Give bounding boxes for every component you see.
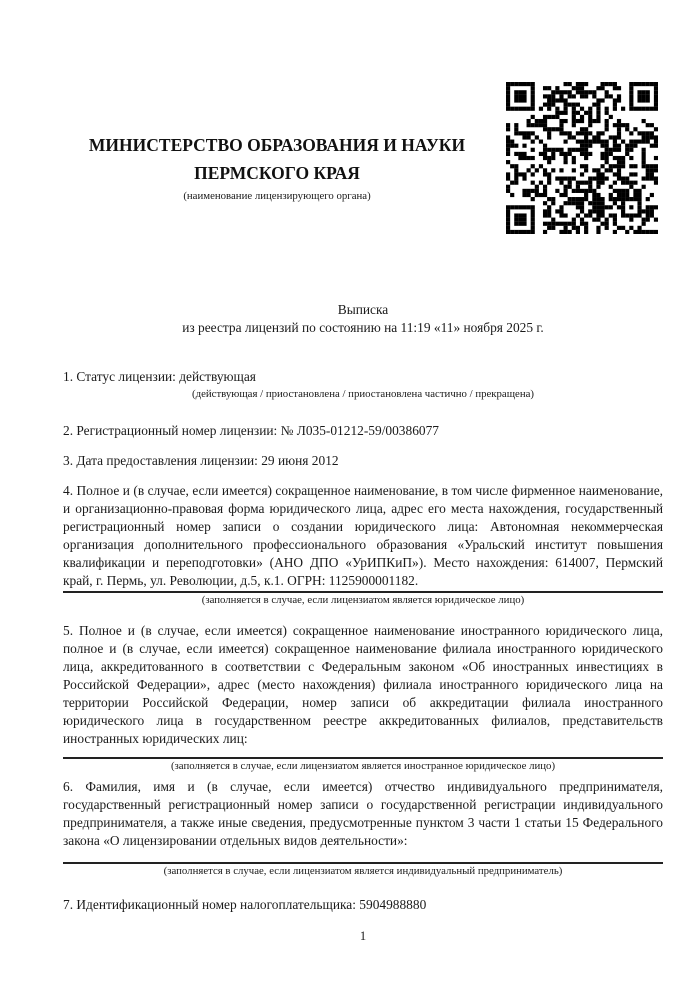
legal-entity-caption: (заполняется в случае, если лицензиатом является юридическое лицо) bbox=[201, 594, 525, 606]
page-number: 1 bbox=[359, 929, 367, 943]
entrepreneur-text: 6. Фамилия, имя и (в случае, если имеется) отчество индивидуального предпринимателя, государственный регистрационный номер записи о государственной регистрации индивидуального предпринимателя, а также иные сведения, предусмотренные пунктом 3 части 1 статьи 15 Федерального закона «О лицензировании отдельных видов деятельности»: bbox=[63, 779, 663, 848]
item-license-status bbox=[63, 368, 663, 401]
subtitle-line: из реестра лицензий по состоянию на 11:19 «11» ноября 2025 г. bbox=[182, 319, 544, 335]
legal-entity-value: Автономная некоммерческая организация дополнительного профессионального образования «Уральский институт повышения квалификации и переподготовки» (АНО ДПО «УрИПКиП»). Место нахождения: 614007, Пермский край, г. Пермь, ул. Революции, д.5, к.1. ОГРН: 1125900001182. bbox=[63, 519, 663, 588]
fill-line-rule bbox=[63, 757, 663, 759]
foreign-entity-caption: (заполняется в случае, если лицензиатом является иностранное юридическое лицо) bbox=[170, 760, 556, 772]
foreign-entity-text: 5. Полное и (в случае, если имеется) сокращенное наименование иностранного юридического лица, полное и (в случае, если имеется) сокращенное наименование филиала иностранного юридического лица, аккредитованного в соответствии с Федеральным законом «Об иностранных инвестициях в Российской Федерации», адрес (место нахождения) филиала иностранного юридического лица на территории Российской Федерации, номер записи об аккредитации филиала иностранного юридического лица в государственном реестре аккредитованных филиалов, представительств иностранных юридических лиц: bbox=[63, 623, 663, 746]
taxpayer-number-text: 7. Идентификационный номер налогоплательщика: 5904988880 bbox=[63, 897, 427, 912]
fill-line-rule bbox=[63, 591, 663, 593]
ministry-name-line1: МИНИСТЕРСТВО ОБРАЗОВАНИЯ И НАУКИ bbox=[88, 135, 466, 155]
item-license-date bbox=[63, 452, 663, 470]
qr-code-icon bbox=[506, 82, 658, 234]
item-taxpayer-number bbox=[63, 896, 663, 914]
document-title bbox=[63, 301, 663, 336]
licensing-authority-header bbox=[63, 131, 491, 203]
fill-line-rule bbox=[63, 862, 663, 864]
entrepreneur-caption: (заполняется в случае, если лицензиатом является индивидуальный предприниматель) bbox=[163, 865, 563, 877]
item-foreign-entity bbox=[63, 622, 663, 773]
item-individual-entrepreneur bbox=[63, 778, 663, 878]
registration-number-text: 2. Регистрационный номер лицензии: № Л035-01212-59/00386077 bbox=[63, 423, 439, 438]
legal-entity-text bbox=[63, 482, 663, 590]
license-status-text: 1. Статус лицензии: действующая bbox=[63, 369, 256, 384]
legal-entity-question: 4. Полное и (в случае, если имеется) сокращенное наименование, в том числе фирменное наименование, и организационно-правовая форма юридического лица, адрес его места нахождения, государственный регистрационный номер записи о создании юридического лица: bbox=[63, 483, 663, 534]
ministry-name-line2: ПЕРМСКОГО КРАЯ bbox=[194, 163, 360, 183]
authority-caption: (наименование лицензирующего органа) bbox=[183, 190, 371, 202]
license-status-caption: (действующая / приостановлена / приостановлена частично / прекращена) bbox=[192, 388, 534, 400]
title-line: Выписка bbox=[337, 302, 389, 317]
license-date-text: 3. Дата предоставления лицензии: 29 июня 2012 bbox=[63, 453, 339, 468]
item-registration-number bbox=[63, 422, 663, 440]
item-legal-entity bbox=[63, 482, 663, 607]
